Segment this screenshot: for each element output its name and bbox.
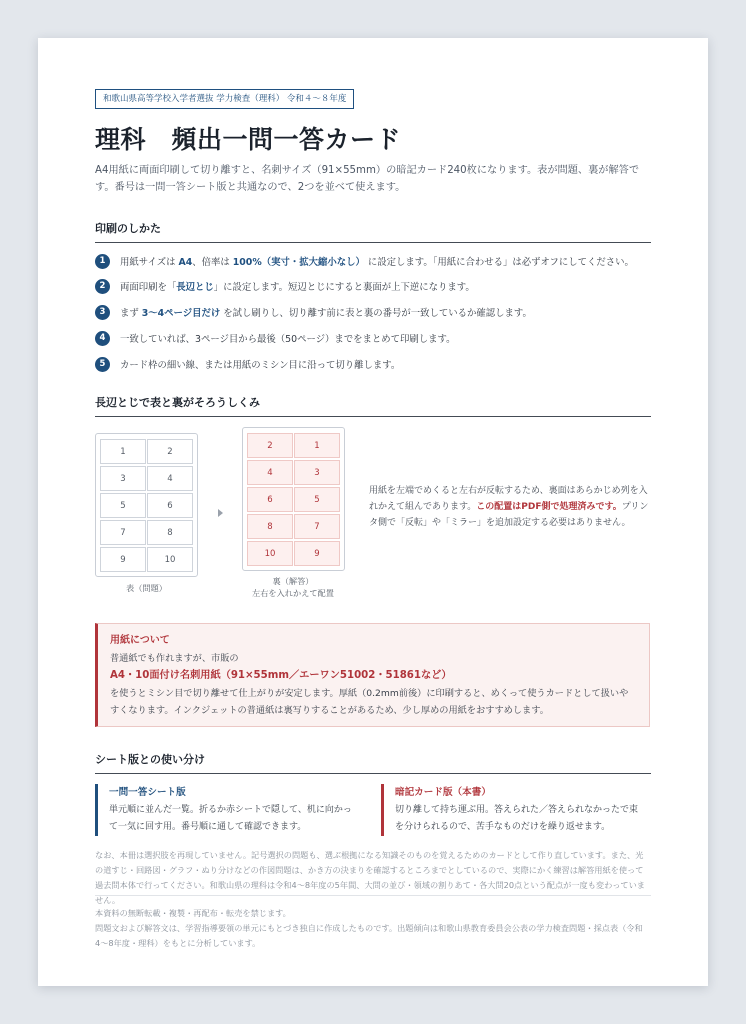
print-step-4: 4 一致していれば、3ページ目から最後（50ページ）までをまとめて印刷します。 [95,330,456,346]
card-cell: 2 [247,433,293,458]
print-step-3: 3 まず 3〜4ページ目だけ を試し刷りし、切り離す前に表と裏の番号が一致しているか確認します。 [95,304,532,320]
card-cell: 4 [147,466,193,491]
section-heading-print: 印刷のしかた [95,220,651,243]
step-number: 1 [95,254,110,269]
card-cell: 10 [147,547,193,572]
card-cell: 7 [100,520,146,545]
legal-notice: 本資料の無断転載・複製・再配布・転売を禁じます。 問題文および解答文は、学習指導要領の単元にもとづき独自に作成したものです。出題傾向は和歌山県教育委員会公表の学力検査問題・採点表（令和4〜8年度・理科）をもとに分析しています。 [95,908,643,948]
card-cell: 5 [100,493,146,518]
print-step-1: 1 用紙サイズは A4、倍率は 100%（実寸・拡大縮小なし） に設定します。「用紙に合わせる」は必ずオフにしてください。 [95,253,634,269]
footnote: なお、本冊は選択肢を再現していません。記号選択の問題も、選ぶ根拠になる知識そのものを覚えるためのカードとして作り直しています。また、光の道すじ・回路図・グラフ・ぬり分けなどの作図問題は、かき方の決まりを確認するところまでとしているので、実際にかく練習は解答用紙を使って過去問本体で行ってください。和歌山県の理科は令和4〜8年度の5年間、大問の並び・領域の割りあて・各大問20点という配点が一度も変わっていません。 [95,850,645,905]
divider [95,895,651,896]
paper-note-title: 用紙について [110,635,170,646]
card-cell: 9 [294,541,340,566]
print-step-2: 2 両面印刷を「長辺とじ」に設定します。短辺とじにすると裏面が上下逆になります。 [95,278,475,294]
card-cell: 5 [294,487,340,512]
step-number: 5 [95,357,110,372]
section-heading-usage: シート版との使い分け [95,751,651,774]
back-caption: 裏（解答） 左右を入れかえて配置 [252,576,334,598]
card-cell: 8 [147,520,193,545]
card-cell: 10 [247,541,293,566]
exam-tag: 和歌山県高等学校入学者選抜 学力検査（理科） 令和４～８年度 [95,89,354,109]
card-version-column: 暗記カード版（本書） 切り離して持ち運ぶ用。答えられた／答えられなかったで束を分けられるので、苦手なものだけを繰り返せます。 [381,784,643,836]
card-cell: 9 [100,547,146,572]
section-heading-binding: 長辺とじで表と裏がそろうしくみ [95,394,651,417]
paper-note-box: 用紙について 普通紙でも作れますが、市販の A4・10面付け名刺用紙（91×55mm／エーワン51002・51861など） を使うとミシン目で切り離せて仕上がりが安定します。厚紙（0.2mm前後）に印刷すると、めくって使うカードとして扱いやすくなります。インクジェットの普通紙は裏写りすることがあるため、少し厚めの用紙をおすすめします。 [95,623,650,727]
card-cell: 1 [100,439,146,464]
card-cell: 6 [147,493,193,518]
card-cell: 4 [247,460,293,485]
step-number: 4 [95,331,110,346]
card-cell: 6 [247,487,293,512]
arrow-right-icon [218,509,223,517]
front-sheet-diagram [95,433,198,577]
card-cell: 3 [294,460,340,485]
binding-explanation: 用紙を左端でめくると左右が反転するため、裏面はあらかじめ列を入れかえて組んであります。この配置はPDF側で処理済みです。プリンタ側で「反転」や「ミラー」を追加設定する必要はありません。 [369,486,649,528]
card-cell: 2 [147,439,193,464]
recommended-product: A4・10面付け名刺用紙（91×55mm／エーワン51002・51861など） [110,670,452,681]
step-number: 3 [95,305,110,320]
front-caption: 表（問題） [126,583,167,593]
card-cell: 7 [294,514,340,539]
print-step-5: 5 カード枠の細い線、または用紙のミシン目に沿って切り離します。 [95,356,400,372]
card-cell: 8 [247,514,293,539]
sheet-version-column: 一問一答シート版 単元順に並んだ一覧。折るか赤シートで隠して、机に向かって一気に回す用。番号順に通して確認できます。 [95,784,357,836]
back-sheet-diagram [242,427,345,571]
page-title: 理科 頻出一問一答カード [95,125,402,154]
intro-text: A4用紙に両面印刷して切り離すと、名刺サイズ（91×55mm）の暗記カード240枚になります。表が問題、裏が解答です。番号は一問一答シート版と共通なので、2つを並べて使えます。 [95,165,640,193]
card-cell: 3 [100,466,146,491]
step-number: 2 [95,279,110,294]
document-page [38,38,708,986]
card-cell: 1 [294,433,340,458]
